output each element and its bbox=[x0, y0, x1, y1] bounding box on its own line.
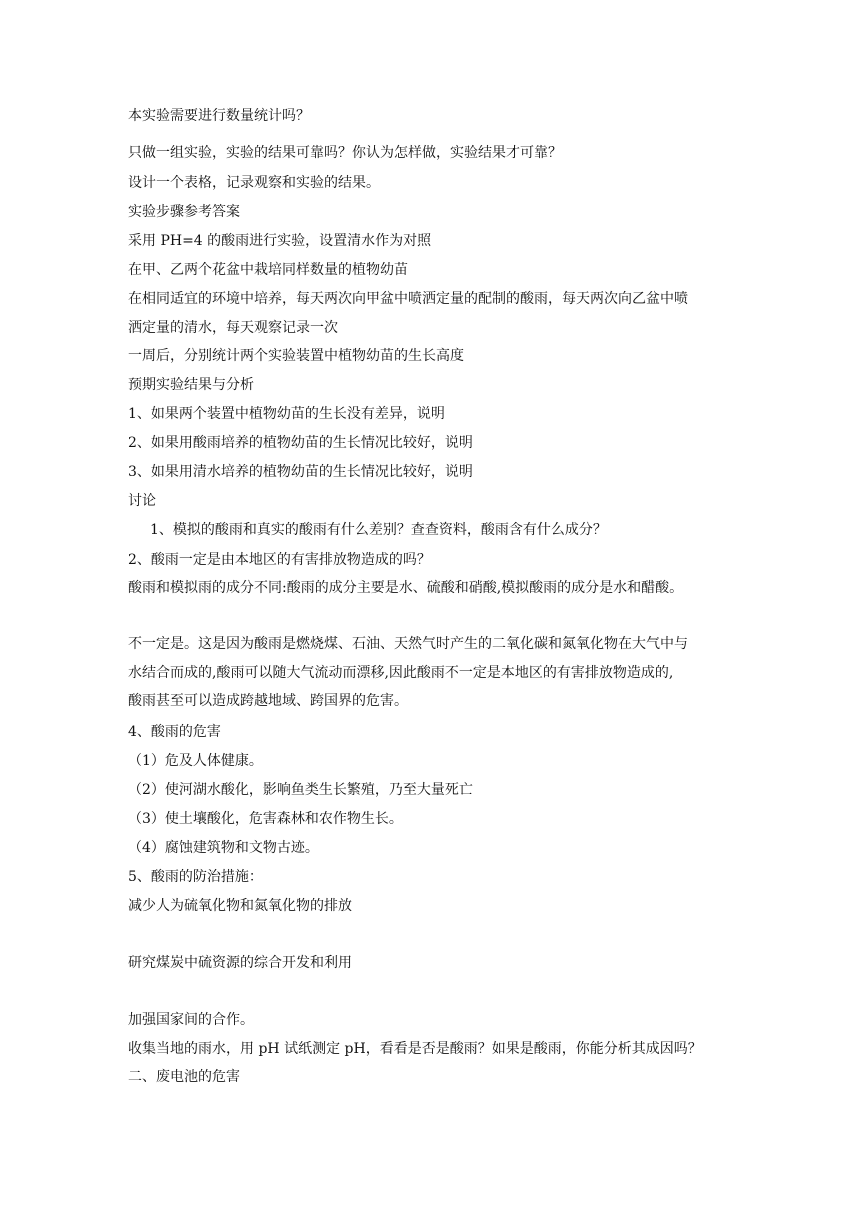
text-line: 2、如果用酸雨培养的植物幼苗的生长情况比较好，说明 bbox=[128, 435, 473, 451]
text-line: 一周后，分别统计两个实验装置中植物幼苗的生长高度 bbox=[128, 348, 464, 364]
text-line: 采用 PH=4 的酸雨进行实验，设置清水作为对照 bbox=[128, 233, 432, 249]
text-line: 设计一个表格，记录观察和实验的结果。 bbox=[128, 175, 380, 191]
text-line: 本实验需要进行数量统计吗？ bbox=[128, 108, 310, 124]
text-line: 3、如果用清水培养的植物幼苗的生长情况比较好，说明 bbox=[128, 464, 473, 480]
text-line: 预期实验结果与分析 bbox=[128, 377, 254, 393]
text-line: 二、废电池的危害 bbox=[128, 1069, 240, 1085]
text-line: （2）使河湖水酸化，影响鱼类生长繁殖，乃至大量死亡 bbox=[128, 782, 473, 798]
text-line: 加强国家间的合作。 bbox=[128, 1012, 254, 1028]
text-line: 1、模拟的酸雨和真实的酸雨有什么差别？查查资料，酸雨含有什么成分？ bbox=[150, 522, 607, 538]
text-line: 收集当地的雨水，用 pH 试纸测定 pH，看看是否是酸雨？如果是酸雨，你能分析其成因吗？ bbox=[128, 1041, 702, 1057]
text-line: 酸雨和模拟雨的成分不同:酸雨的成分主要是水、硫酸和硝酸,模拟酸雨的成分是水和醋酸。 bbox=[128, 580, 684, 596]
text-line: 讨论 bbox=[128, 493, 156, 509]
text-line: 2、酸雨一定是由本地区的有害排放物造成的吗？ bbox=[128, 552, 431, 568]
text-line: 在甲、乙两个花盆中栽培同样数量的植物幼苗 bbox=[128, 262, 408, 278]
text-line: 5、酸雨的防治措施： bbox=[128, 869, 263, 885]
text-line: 洒定量的清水，每天观察记录一次 bbox=[128, 320, 338, 336]
text-line: 实验步骤参考答案 bbox=[128, 204, 240, 220]
text-line: 减少人为硫氧化物和氮氧化物的排放 bbox=[128, 898, 352, 914]
text-line: 水结合而成的,酸雨可以随大气流动而漂移,因此酸雨不一定是本地区的有害排放物造成的, bbox=[128, 665, 674, 681]
text-line: 1、如果两个装置中植物幼苗的生长没有差异，说明 bbox=[128, 406, 445, 422]
text-line: 酸雨甚至可以造成跨越地域、跨国界的危害。 bbox=[128, 693, 408, 709]
text-line: （4）腐蚀建筑物和文物古迹。 bbox=[128, 840, 319, 856]
text-line: 研究煤炭中硫资源的综合开发和利用 bbox=[128, 955, 352, 971]
text-line: （3）使土壤酸化，危害森林和农作物生长。 bbox=[128, 811, 403, 827]
text-line: 在相同适宜的环境中培养，每天两次向甲盆中喷洒定量的配制的酸雨，每天两次向乙盆中喷 bbox=[128, 291, 688, 307]
text-line: 4、酸雨的危害 bbox=[128, 724, 221, 740]
text-line: 只做一组实验，实验的结果可靠吗？你认为怎样做，实验结果才可靠？ bbox=[128, 145, 562, 161]
text-line: 不一定是。这是因为酸雨是燃烧煤、石油、天然气时产生的二氧化碳和氮氧化物在大气中与 bbox=[128, 636, 688, 652]
text-line: （1）危及人体健康。 bbox=[128, 753, 263, 769]
